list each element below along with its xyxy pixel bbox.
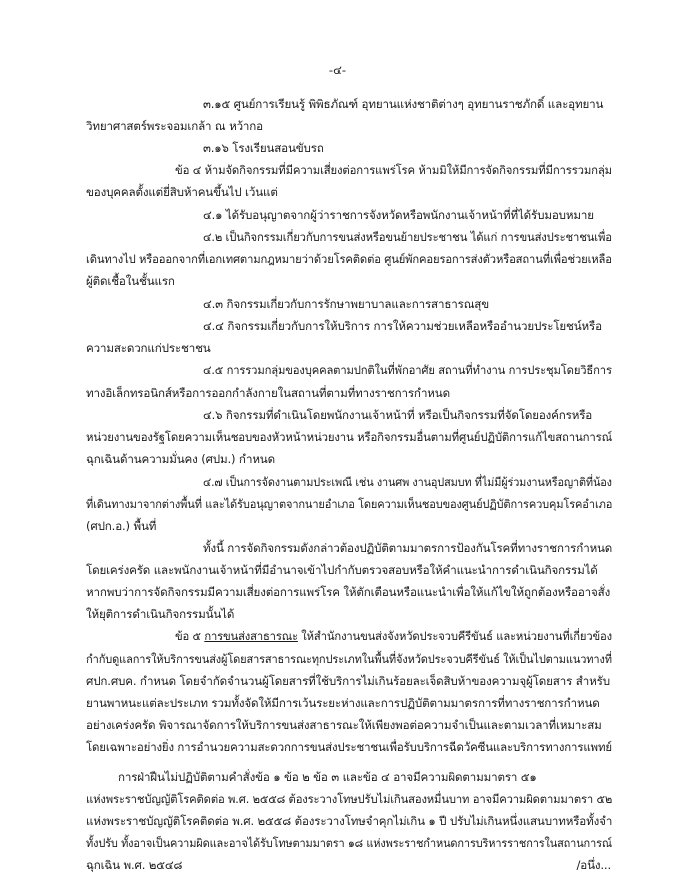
clause-5-number: ข้อ ๕ bbox=[175, 629, 205, 643]
clause-5-line-2: กำกับดูแลการให้บริการขนส่งผู้โดยสารสาธารณะทุกประเภทในพื้นที่จังหวัดประจวบคีรีขันธ์ ให้เป็นไปตามแนวทางที่ bbox=[86, 652, 612, 666]
clause-4-4-line-2: ความสะดวกแก่ประชาชน bbox=[86, 341, 211, 355]
clause-4-2-line-2: เดินทางไป หรือออกจากที่เอกเทศตามกฎหมายว่าด้วยโรคติดต่อ ศูนย์พักคอยรอการส่งตัวหรือสถานที่เพื่อช่วยเหลือ bbox=[86, 252, 612, 266]
clause-4-4-line-1: ๔.๔ กิจกรรมเกี่ยวกับการให้บริการ การให้ความช่วยเหลือหรืออำนวยประโยชน์หรือ bbox=[203, 319, 602, 333]
clause-5-line-4: ยานพาหนะแต่ละประเภท รวมทั้งจัดให้มีการเว้นระยะห่างและการปฏิบัติตามมาตรการที่ทางราชการกำหนด bbox=[86, 696, 600, 710]
clause-4-6-line-3: ฉุกเฉินด้านความมั่นคง (ศปม.) กำหนด bbox=[86, 452, 275, 466]
clause-4-2-line-1: ๔.๒ เป็นกิจกรรมเกี่ยวกับการขนส่งหรือขนย้ายประชาชน ได้แก่ การขนส่งประชาชนเพื่อ bbox=[203, 230, 612, 244]
page-number: -๔- bbox=[328, 63, 347, 77]
clause-5-line-6: โดยเฉพาะอย่างยิ่ง การอำนวยความสะดวกการขนส่งประชาชนเพื่อรับบริการฉีดวัคซีนและบริการทางการแพทย์ bbox=[86, 740, 612, 754]
clause-4-heading-line-2: ของบุคคลตั้งแต่ยี่สิบห้าคนขึ้นไป เว้นแต่ bbox=[86, 185, 278, 199]
continuation-marker: /อนึ่ง... bbox=[576, 858, 611, 872]
penalty-line-1: การฝ่าฝืนไม่ปฏิบัติตามคำสั่งข้อ ๑ ข้อ ๒ ข้อ ๓ และข้อ ๔ อาจมีความผิดตามมาตรา ๕๑ bbox=[118, 770, 537, 784]
clause-4-6-line-2: หน่วยงานของรัฐโดยความเห็นชอบของหัวหน้าหน่วยงาน หรือกิจกรรมอื่นตามที่ศูนย์ปฏิบัติการแก้ไขสถานการณ์ bbox=[86, 430, 613, 444]
clause-5-title-underlined: การขนส่งสาธารณะ bbox=[204, 629, 298, 643]
clause-4-note-line-1: ทั้งนี้ การจัดกิจกรรมดังกล่าวต้องปฏิบัติตามมาตรการป้องกันโรคที่ทางราชการกำหนด bbox=[203, 541, 613, 555]
clause-3-16: ๓.๑๖ โรงเรียนสอนขับรถ bbox=[203, 141, 324, 155]
clause-5-line-5: อย่างเคร่งครัด พิจารณาจัดการให้บริการขนส่งสาธารณะให้เพียงพอต่อความจำเป็นและตามเวลาที่เหมาะสม bbox=[86, 718, 602, 732]
clause-4-5-line-2: ทางอิเล็กทรอนิกส์หรือการออกกำลังกายในสถานที่ตามที่ทางราชการกำหนด bbox=[86, 386, 450, 400]
penalty-line-3: แห่งพระราชบัญญัติโรคติดต่อ พ.ศ. ๒๕๕๘ ต้องระวางโทษจำคุกไม่เกิน ๑ ปี ปรับไม่เกินหนึ่งแสนบาทหรือทั้งจำ bbox=[86, 814, 613, 828]
clause-4-7-line-1: ๔.๗ เป็นการจัดงานตามประเพณี เช่น งานศพ งานอุปสมบท ที่ไม่มีผู้ร่วมงานหรือญาติที่น้อง bbox=[203, 475, 612, 489]
penalty-line-2: แห่งพระราชบัญญัติโรคติดต่อ พ.ศ. ๒๕๕๘ ต้องระวางโทษปรับไม่เกินสองหมื่นบาท อาจมีความผิดตามมาตรา ๕๒ bbox=[86, 792, 613, 806]
penalty-line-4: ทั้งปรับ ทั้งอาจเป็นความผิดและอาจได้รับโทษตามมาตรา ๑๘ แห่งพระราชกำหนดการบริหารราชการในสถานการณ์ bbox=[86, 836, 612, 850]
penalty-line-5: ฉุกเฉิน พ.ศ. ๒๕๔๘ bbox=[86, 858, 183, 872]
clause-4-note-line-3: หากพบว่าการจัดกิจกรรมมีความเสี่ยงต่อการแพร่โรค ให้ตักเตือนหรือแนะนำเพื่อให้แก้ไขให้ถูกต้องหรืออาจสั่ง bbox=[86, 585, 611, 599]
clause-5-line-1 bbox=[175, 629, 612, 643]
clause-4-6-line-1: ๔.๖ กิจกรรมที่ดำเนินโดยพนักงานเจ้าหน้าที่ หรือเป็นกิจกรรมที่จัดโดยองค์กรหรือ bbox=[203, 408, 593, 422]
clause-4-5-line-1: ๔.๕ การรวมกลุ่มของบุคคลตามปกติในที่พักอาศัย สถานที่ทำงาน การประชุมโดยวิธีการ bbox=[203, 363, 612, 377]
clause-3-15-line-1: ๓.๑๕ ศูนย์การเรียนรู้ พิพิธภัณฑ์ อุทยานแห่งชาติต่างๆ อุทยานราชภักดิ์ และอุทยาน bbox=[203, 97, 604, 111]
clause-5-text: ให้สำนักงานขนส่งจังหวัดประจวบคีรีขันธ์ และหน่วยงานที่เกี่ยวข้อง bbox=[297, 629, 612, 643]
clause-3-15-line-2: วิทยาศาสตร์พระจอมเกล้า ณ หว้ากอ bbox=[86, 119, 263, 133]
clause-4-7-line-2: ที่เดินทางมาจากต่างพื้นที่ และได้รับอนุญาตจากนายอำเภอ โดยความเห็นชอบของศูนย์ปฏิบัติการควบคุมโรคอำเภอ bbox=[86, 497, 613, 511]
clause-4-3: ๔.๓ กิจกรรมเกี่ยวกับการรักษาพยาบาลและการสาธารณสุข bbox=[203, 297, 490, 311]
clause-4-2-line-3: ผู้ติดเชื้อในชั้นแรก bbox=[86, 274, 175, 288]
clause-4-note-line-2: โดยเคร่งครัด และพนักงานเจ้าหน้าที่มีอำนาจเข้าไปกำกับตรวจสอบหรือให้คำแนะนำการดำเนินกิจกรรมได้ bbox=[86, 563, 598, 577]
clause-4-note-line-4: ให้ยุติการดำเนินกิจกรรมนั้นได้ bbox=[86, 607, 235, 621]
clause-4-7-line-3: (ศปก.อ.) พื้นที่ bbox=[86, 519, 157, 533]
clause-4-1: ๔.๑ ได้รับอนุญาตจากผู้ว่าราชการจังหวัดหรือพนักงานเจ้าหน้าที่ที่ได้รับมอบหมาย bbox=[203, 208, 594, 222]
clause-5-line-3: ศปก.ศบค. กำหนด โดยจำกัดจำนวนผู้โดยสารที่ใช้บริการไม่เกินร้อยละเจ็ดสิบห้าของความจุผู้โดยสาร สำหรับ bbox=[86, 674, 610, 688]
clause-4-heading-line-1: ข้อ ๔ ห้ามจัดกิจกรรมที่มีความเสี่ยงต่อการแพร่โรค ห้ามมิให้มีการจัดกิจกรรมที่มีการรวมกลุ่ม bbox=[175, 163, 613, 177]
